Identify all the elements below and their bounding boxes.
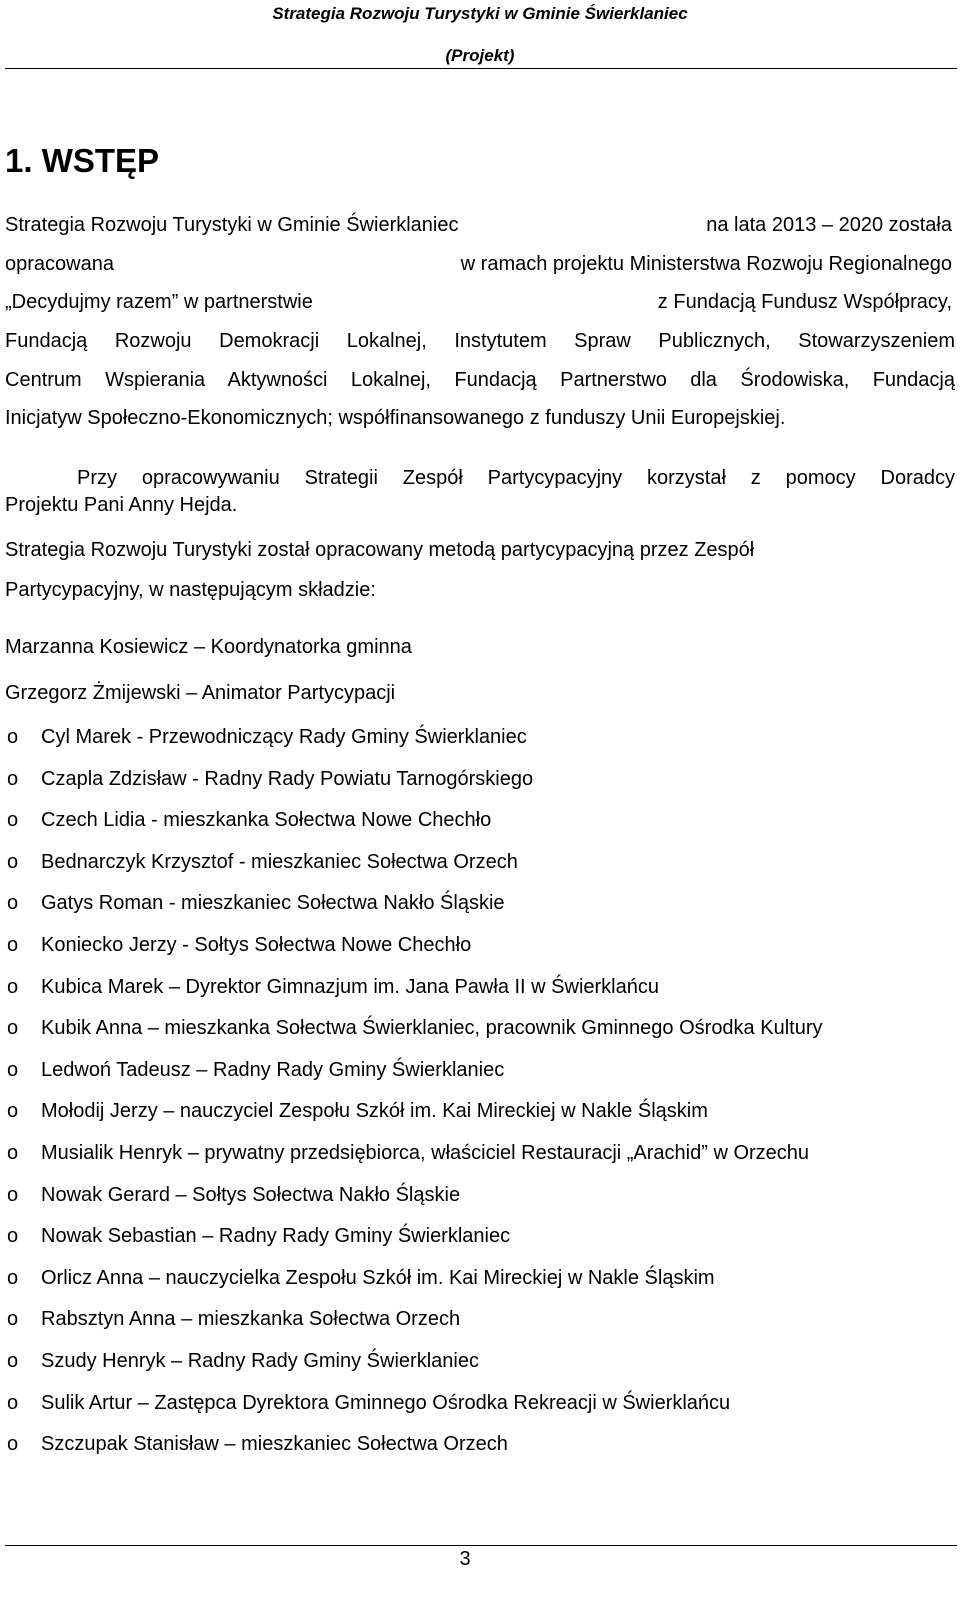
- team-member-entry: Mołodij Jerzy – nauczyciel Zespołu Szkół im. Kai Mireckiej w Nakle Śląskim: [41, 1100, 708, 1123]
- intro-line-1-right: na lata 2013 – 2020 została: [706, 214, 952, 236]
- list-bullet: o: [7, 1391, 19, 1414]
- team-member-entry: Czapla Zdzisław - Radny Rady Powiatu Tarnogórskiego: [41, 767, 534, 790]
- list-item: [5, 1099, 955, 1141]
- list-item: [5, 1224, 955, 1266]
- list-item: [5, 767, 955, 809]
- list-bullet: o: [7, 1266, 19, 1289]
- team-member-entry: Kubica Marek – Dyrektor Gimnazjum im. Jana Pawła II w Świerklańcu: [41, 975, 659, 998]
- list-bullet: o: [7, 1058, 19, 1081]
- list-bullet: o: [7, 1100, 19, 1123]
- list-item: [5, 1141, 955, 1183]
- team-intro-line-1: Strategia Rozwoju Turystyki został opracowany metodą partycypacyjną przez Zespół: [5, 539, 755, 561]
- intro-line-3-left: „Decydujmy razem” w partnerstwie: [5, 291, 313, 313]
- intro-line-2-left: opracowana: [5, 253, 114, 275]
- list-item: [5, 933, 955, 975]
- team-members-list: [5, 725, 955, 1474]
- team-member-entry: Koniecko Jerzy - Sołtys Sołectwa Nowe Chechło: [41, 933, 472, 956]
- list-bullet: o: [7, 1017, 19, 1040]
- list-item: [5, 1183, 955, 1225]
- list-bullet: o: [7, 726, 19, 748]
- team-member-entry: Szczupak Stanisław – mieszkaniec Sołectwa Orzech: [41, 1433, 508, 1456]
- list-item: [5, 808, 955, 850]
- intro-line-3-right: z Fundacją Fundusz Współpracy,: [657, 291, 952, 313]
- list-item: [5, 1391, 955, 1433]
- list-bullet: o: [7, 1141, 19, 1164]
- list-item: [5, 891, 955, 933]
- header-divider: [5, 68, 957, 69]
- team-member-entry: Musialik Henryk – prywatny przedsiębiorca, właściciel Restauracji „Arachid” w Orzechu: [41, 1141, 810, 1164]
- list-item: [5, 1307, 955, 1349]
- list-item: [5, 725, 955, 767]
- team-member-entry: Nowak Gerard – Sołtys Sołectwa Nakło Śląskie: [41, 1183, 461, 1206]
- page-number: 3: [459, 1548, 471, 1570]
- running-header-subtitle: (Projekt): [445, 46, 515, 65]
- list-bullet: o: [7, 1308, 19, 1331]
- list-bullet: o: [7, 1183, 19, 1206]
- team-member-entry: Orlicz Anna – nauczycielka Zespołu Szkół im. Kai Mireckiej w Nakle Śląskim: [41, 1266, 715, 1289]
- list-bullet: o: [7, 1225, 19, 1248]
- team-member-entry: Szudy Henryk – Radny Rady Gminy Świerklaniec: [41, 1349, 479, 1372]
- intro-line-1-left: Strategia Rozwoju Turystyki w Gminie Świerklaniec: [5, 214, 459, 236]
- coordinator-line: Marzanna Kosiewicz – Koordynatorka gminna: [5, 636, 412, 658]
- team-intro-line-2: Partycypacyjny, w następującym składzie:: [5, 579, 376, 601]
- intro-line-4: Fundacją Rozwoju Demokracji Lokalnej, Instytutem Spraw Publicznych, Stowarzyszeniem: [5, 330, 955, 352]
- list-item: [5, 850, 955, 892]
- advisor-line-1: Przy opracowywaniu Strategii Zespół Partycypacyjny korzystał z pomocy Doradcy: [77, 467, 955, 489]
- team-member-entry: Nowak Sebastian – Radny Rady Gminy Świerklaniec: [41, 1225, 511, 1248]
- list-item: [5, 1016, 955, 1058]
- team-member-entry: Bednarczyk Krzysztof - mieszkaniec Sołectwa Orzech: [41, 850, 518, 873]
- intro-line-5: Centrum Wspierania Aktywności Lokalnej, Fundacją Partnerstwo dla Środowiska, Fundacją: [5, 369, 955, 391]
- team-member-entry: Rabsztyn Anna – mieszkanka Sołectwa Orzech: [41, 1308, 461, 1331]
- team-member-entry: Czech Lidia - mieszkanka Sołectwa Nowe Chechło: [41, 809, 492, 832]
- list-item: [5, 1432, 955, 1474]
- running-header-title: Strategia Rozwoju Turystyki w Gminie Świerklaniec: [272, 4, 688, 23]
- team-member-entry: Sulik Artur – Zastępca Dyrektora Gminnego Ośrodka Rekreacji w Świerklańcu: [41, 1391, 731, 1414]
- team-member-entry: Ledwoń Tadeusz – Radny Rady Gminy Świerklaniec: [41, 1058, 505, 1081]
- list-bullet: o: [7, 809, 19, 832]
- list-bullet: o: [7, 1349, 19, 1372]
- intro-line-6: Inicjatyw Społeczno-Ekonomicznych; współfinansowanego z funduszy Unii Europejskiej.: [5, 407, 786, 429]
- team-member-entry: Cyl Marek - Przewodniczący Rady Gminy Świerklaniec: [41, 726, 527, 748]
- list-bullet: o: [7, 892, 19, 915]
- list-bullet: o: [7, 1433, 19, 1456]
- list-bullet: o: [7, 933, 19, 956]
- list-bullet: o: [7, 767, 19, 790]
- footer-divider: [5, 1545, 957, 1546]
- intro-line-2-right: w ramach projektu Ministerstwa Rozwoju Regionalnego: [460, 253, 952, 275]
- section-heading: 1. WSTĘP: [5, 142, 160, 179]
- list-item: [5, 975, 955, 1017]
- list-item: [5, 1266, 955, 1308]
- animator-line: Grzegorz Żmijewski – Animator Partycypacji: [5, 682, 396, 704]
- list-item: [5, 1349, 955, 1391]
- team-member-entry: Gatys Roman - mieszkaniec Sołectwa Nakło Śląskie: [41, 892, 505, 915]
- list-bullet: o: [7, 850, 19, 873]
- list-item: [5, 1058, 955, 1100]
- team-member-entry: Kubik Anna – mieszkanka Sołectwa Świerklaniec, pracownik Gminnego Ośrodka Kultury: [41, 1017, 823, 1040]
- advisor-line-2: Projektu Pani Anny Hejda.: [5, 494, 238, 516]
- list-bullet: o: [7, 975, 19, 998]
